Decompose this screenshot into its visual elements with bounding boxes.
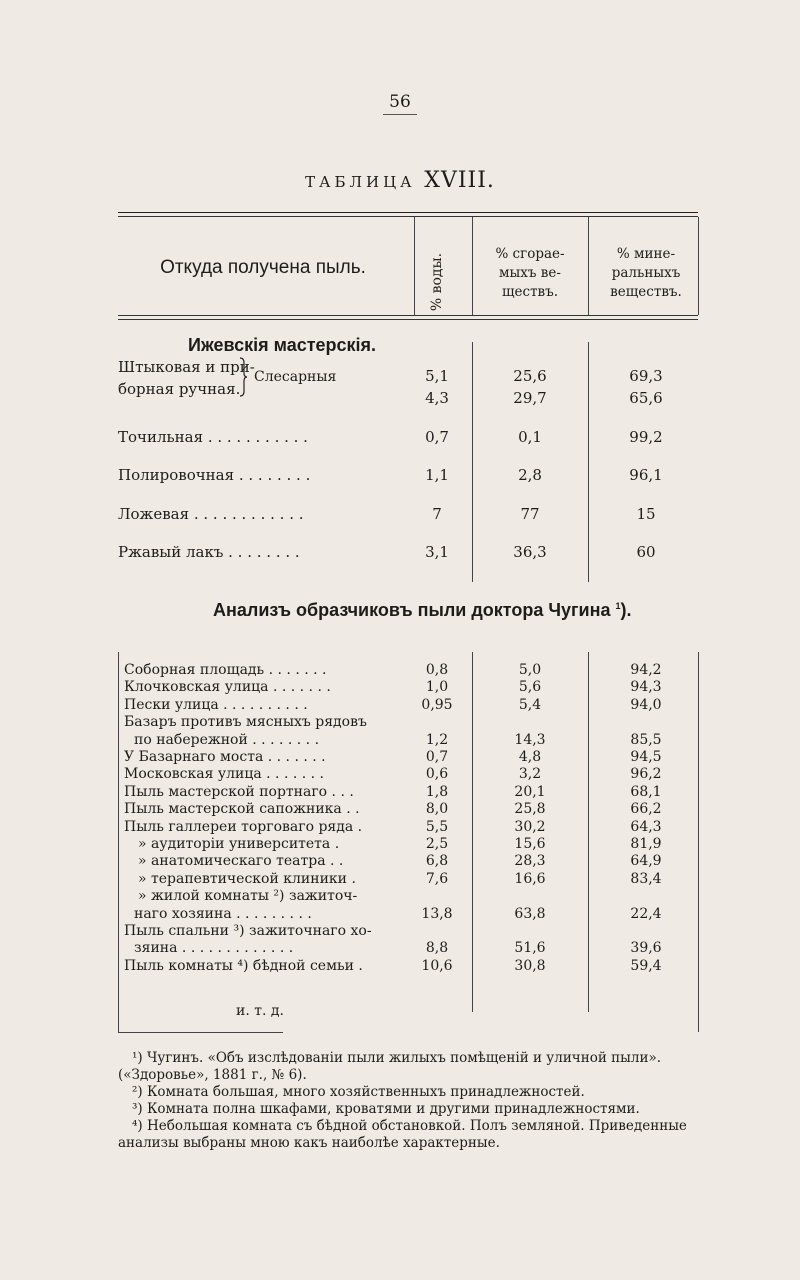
mineral-value: 96,1 — [629, 466, 663, 484]
mineral-value: 81,9 — [630, 836, 662, 852]
combustible-value: 29,7 — [513, 389, 547, 407]
left-border-s2 — [118, 652, 119, 1032]
header-mineral: % мине- ральныхъ веществъ. — [610, 246, 682, 300]
mineral-value: 85,5 — [630, 731, 662, 748]
water-value: 13,8 — [421, 905, 453, 922]
combustible-value: 51,6 — [514, 940, 546, 957]
combustible-value: 4,8 — [518, 749, 542, 765]
row-label: Точильная . . . . . . . . . . . — [118, 428, 308, 446]
row-label: » анатомическаго театра . . — [138, 853, 344, 870]
combustible-value: 25,8 — [514, 801, 546, 818]
water-value: 1,8 — [425, 783, 449, 800]
mineral-value: 94,0 — [630, 696, 662, 713]
water-value: 1,2 — [425, 731, 449, 748]
brace-label: Слесарныя — [254, 369, 337, 385]
section-title-izhevsk: Ижевскія мастерскія. — [188, 335, 377, 355]
mineral-value: 94,3 — [630, 679, 662, 696]
combustible-value: 0,1 — [518, 428, 542, 446]
mineral-value: 68,1 — [630, 783, 662, 800]
table-numeral: XVIII. — [424, 168, 495, 193]
water-value: 10,6 — [421, 957, 453, 974]
mineral-value: 22,4 — [630, 905, 662, 922]
combustible-value: 36,3 — [513, 543, 547, 561]
mineral-value: 65,6 — [629, 389, 663, 407]
table-word: ТАБЛИЦА — [305, 173, 416, 191]
water-value: 5,5 — [425, 818, 449, 835]
footnotes — [118, 1050, 698, 1152]
row-label: зяина . . . . . . . . . . . . . — [134, 940, 294, 957]
mineral-value: 64,9 — [630, 853, 662, 870]
water-value: 7 — [432, 505, 442, 523]
row-label: Соборная площадь . . . . . . . — [124, 662, 327, 678]
section-title-chugin: Анализъ образчиковъ пыли доктора Чугина $^1$). — [213, 600, 632, 620]
row-label: Пыль галлереи торговаго ряда . — [124, 818, 363, 835]
row-label: Пыль спальни ³) зажиточнаго хо- — [124, 923, 372, 939]
mineral-value: 69,3 — [629, 367, 663, 385]
row-label: борная ручная. — [118, 380, 241, 398]
combustible-value: 77 — [520, 505, 540, 523]
row-label: наго хозяина . . . . . . . . . — [134, 905, 312, 922]
mineral-value: 64,3 — [630, 818, 662, 835]
row-label: Клочковская улица . . . . . . . — [124, 679, 331, 696]
mineral-value: 59,4 — [630, 957, 662, 974]
water-value: 7,6 — [425, 870, 449, 887]
top-rule-inner — [118, 216, 698, 217]
row-label: » аудиторіи университета . — [138, 836, 340, 852]
combustible-value: 5,0 — [518, 662, 542, 678]
footnote-2: ²) Комната большая, много хозяйственныхъ принадлежностей. — [132, 1084, 585, 1100]
mineral-value: 94,2 — [630, 662, 662, 678]
combustible-value: 20,1 — [514, 783, 546, 800]
mineral-value: 96,2 — [630, 766, 662, 783]
mineral-value: 60 — [636, 543, 656, 561]
row-label: по набережной . . . . . . . . — [134, 731, 320, 748]
top-rule — [118, 212, 698, 213]
water-value: 2,5 — [425, 836, 449, 852]
footnote-1: ¹) Чугинъ. «Объ изслѣдованіи пыли жилыхъ помѣщеній и уличной пыли». («Здоровье», 1881 г., № 6). — [118, 1050, 662, 1083]
water-value: 0,6 — [425, 766, 449, 783]
footnote-rule — [118, 1032, 283, 1033]
combustible-value: 63,8 — [514, 905, 546, 922]
water-value: 1,0 — [425, 679, 449, 696]
etc-label: и. т. д. — [236, 1003, 284, 1019]
combustible-value: 3,2 — [518, 766, 542, 783]
water-value: 5,1 — [425, 367, 449, 385]
combustible-value: 30,2 — [514, 818, 546, 835]
row-label: Штыковая и при- — [118, 358, 255, 376]
combustible-value: 5,6 — [518, 679, 542, 696]
mineral-value: 15 — [636, 505, 656, 523]
mineral-value: 39,6 — [630, 940, 662, 957]
water-value: 6,8 — [425, 853, 449, 870]
footnote-3: ³) Комната полна шкафами, кроватями и другими принадлежностями. — [132, 1101, 640, 1117]
row-label: Полировочная . . . . . . . . — [118, 466, 311, 484]
header-source: Откуда получена пыль. — [160, 257, 366, 278]
combustible-value: 14,3 — [514, 731, 546, 748]
header-combustible: % сгорае- мыхъ ве- ществъ. — [495, 246, 565, 300]
row-label: Пыль комнаты ⁴) бѣдной семьи . — [124, 957, 363, 974]
row-label: Пыль мастерской сапожника . . — [124, 801, 360, 818]
row-label: Пески улица . . . . . . . . . . — [124, 696, 308, 713]
water-value: 4,3 — [425, 389, 449, 407]
row-label: » жилой комнаты ²) зажиточ- — [138, 888, 358, 905]
mineral-value: 66,2 — [630, 801, 662, 818]
water-value: 8,8 — [425, 940, 449, 957]
water-value: 0,7 — [425, 428, 449, 446]
water-value: 0,7 — [425, 749, 449, 765]
water-value: 1,1 — [425, 466, 449, 484]
row-label: Ложевая . . . . . . . . . . . . — [118, 505, 304, 523]
header-rule-inner — [118, 319, 698, 320]
mineral-value: 99,2 — [629, 428, 663, 446]
page-number: 56 — [0, 92, 800, 115]
combustible-value: 5,4 — [518, 696, 542, 713]
combustible-value: 28,3 — [514, 853, 546, 870]
combustible-value: 15,6 — [514, 836, 546, 852]
dust-analysis-table — [118, 212, 698, 1019]
footnote-ref: 1 — [615, 601, 621, 611]
row-label: Базаръ противъ мясныхъ рядовъ — [124, 714, 367, 731]
mineral-value: 83,4 — [630, 870, 662, 887]
combustible-value: 25,6 — [513, 367, 547, 385]
row-label: Ржавый лакъ . . . . . . . . — [118, 543, 300, 561]
combustible-value: 30,8 — [514, 957, 546, 974]
water-value: 8,0 — [425, 801, 449, 818]
mineral-value: 94,5 — [630, 749, 662, 765]
combustible-value: 2,8 — [518, 466, 542, 484]
header-water: % воды. — [429, 252, 445, 312]
table-title — [0, 168, 800, 193]
row-label: Пыль мастерской портнаго . . . — [124, 783, 354, 800]
water-value: 0,8 — [425, 662, 449, 678]
water-value: 3,1 — [425, 543, 449, 561]
footnote-4: ⁴) Небольшая комната съ бѣдной обстановкой. Полъ земляной. Приведенные анализы выбраны мною какъ наиболѣе характерные. — [118, 1118, 687, 1151]
header-rule — [118, 315, 698, 316]
row-label: У Базарнаго моста . . . . . . . — [124, 749, 326, 765]
row-label: » терапевтической клиники . — [138, 870, 356, 887]
combustible-value: 16,6 — [514, 870, 546, 887]
water-value: 0,95 — [421, 696, 453, 713]
row-label: Московская улица . . . . . . . — [124, 766, 324, 783]
